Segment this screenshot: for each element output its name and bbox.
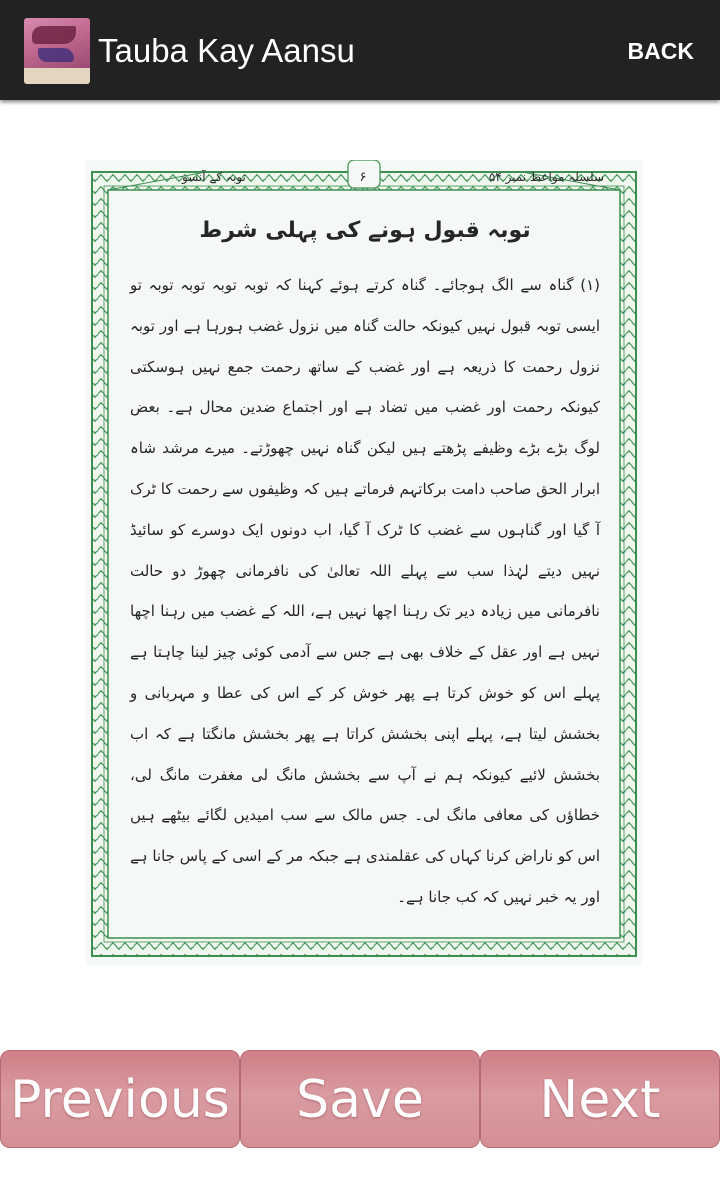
next-button[interactable]: Next: [480, 1050, 720, 1148]
save-button[interactable]: Save: [240, 1050, 480, 1148]
app-logo-icon[interactable]: [24, 18, 90, 84]
previous-button[interactable]: Previous: [0, 1050, 240, 1148]
page-number: ۶: [359, 170, 367, 185]
back-button[interactable]: BACK: [627, 38, 694, 64]
action-bar: [0, 0, 720, 100]
book-page-image: [86, 160, 642, 966]
page-header-book-title: توبہ کے آنسو: [182, 170, 246, 184]
app-title: Tauba Kay Aansu: [98, 32, 355, 69]
page-header-series: سلسلہ مواعظ نمبر ۵۴: [488, 170, 604, 184]
body-paragraph: (۱) گناہ سے الگ ہوجائے۔ گناہ کرتے ہوئے کہنا کہ توبہ توبہ توبہ توبہ تو ایسی توبہ قبول نہیں کیونکہ حالت گناہ میں نزول غضب ہورہا ہے اور توبہ نزول رحمت کا ذریعہ ہے اور غضب کے ساتھ رحمت جمع نہیں ہوسکتی کیونکہ رحمت اور غضب میں تضاد ہے اور اجتماع ضدین محال ہے۔ بعض لوگ بڑے بڑے وظیفے پڑھتے ہیں لیکن گناہ نہیں چھوڑتے۔ میرے مرشد شاہ ابرار الحق صاحب دامت برکاتہم فرماتے ہیں کہ وظیفوں سے رحمت کا ٹرک آ گیا اور گناہوں سے غضب کا ٹرک آ گیا، اب دونوں ایک دوسرے کو سائیڈ نہیں دیتے لہٰذا سب سے پہلے اللہ تعالیٰ کی نافرمانی چھوڑ دو حالت نافرمانی میں زیادہ دیر تک رہنا اچھا نہیں ہے، اللہ کے غضب میں رہنا اچھا نہیں ہے اور عقل کے خلاف بھی ہے جس سے آدمی کوئی چیز لینا چاہتا ہے پہلے اس کو خوش کرتا ہے پھر خوش کر کے اس کی عطا و مہربانی و بخشش لیتا ہے، پہلے اپنی بخشش کراتا ہے پھر بخشش مانگتا ہے کہ اب بخشش لائیے کیونکہ ہم نے آپ سے بخشش مانگ لی مغفرت مانگ لی، خطاؤں کی معافی مانگ لی۔ جس مالک سے سب امیدیں لگائے بیٹھے ہیں اس کو ناراض کرنا کہاں کی عقلمندی ہے جبکہ مر کے اسی کے پاس جانا ہے اور یہ خبر نہیں کہ کب جانا ہے۔: [130, 276, 600, 906]
section-heading: توبہ قبول ہونے کی پہلی شرط: [199, 218, 531, 243]
page-text: [130, 212, 600, 918]
